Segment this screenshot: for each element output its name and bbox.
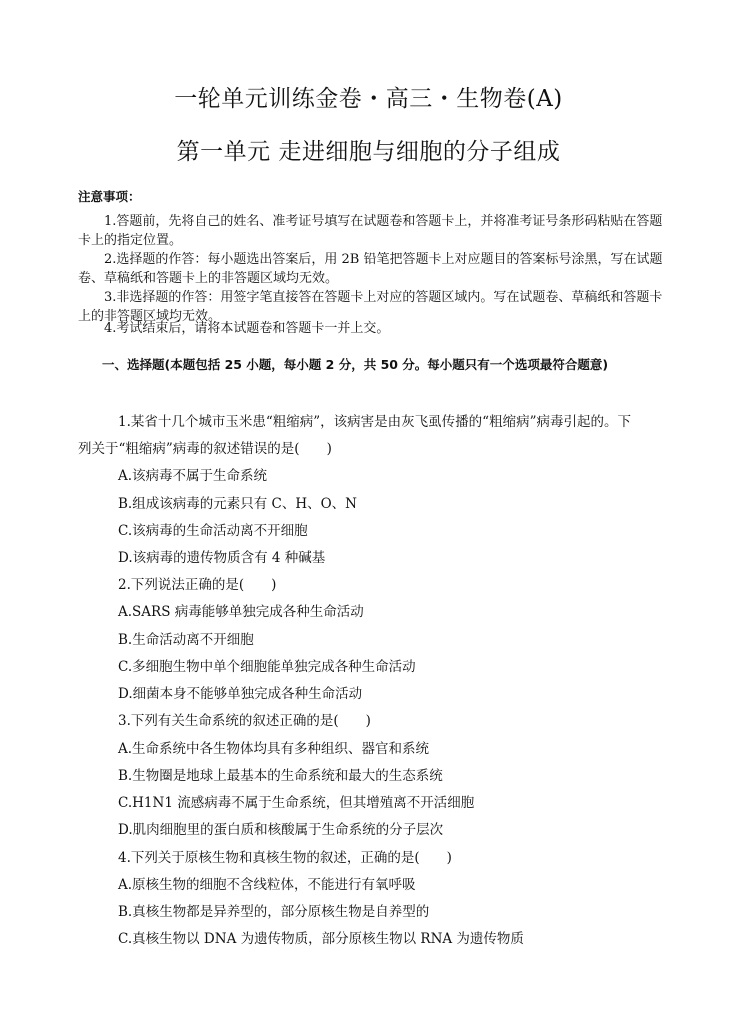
question-2-option-b: B.生命活动离不开细胞 [118, 632, 254, 648]
question-1-option-b: B.组成该病毒的元素只有 C、H、O、N [118, 496, 357, 512]
question-3-stem: 3.下列有关生命系统的叙述正确的是( ) [118, 713, 371, 729]
notice-text: 4.考试结束后，请将本试题卷和答题卡一并上交。 [104, 321, 390, 336]
question-1-option-c: C.该病毒的生命活动离不开细胞 [118, 523, 308, 539]
question-4-stem: 4.下列关于原核生物和真核生物的叙述，正确的是( ) [118, 850, 452, 866]
notice-item [78, 250, 670, 288]
question-4-option-c: C.真核生物以 DNA 为遗传物质，部分原核生物以 RNA 为遗传物质 [118, 931, 524, 947]
question-3-option-d: D.肌肉细胞里的蛋白质和核酸属于生命系统的分子层次 [118, 822, 444, 838]
question-1-option-d: D.该病毒的遗传物质含有 4 种碱基 [118, 550, 326, 566]
question-2-option-c: C.多细胞生物中单个细胞能单独完成各种生命活动 [118, 659, 416, 675]
notice-text: 2.选择题的作答：每小题选出答案后，用 2B 铅笔把答题卡上对应题目的答案标号涂黑，写在试题卷、草稿纸和答题卡上的非答题区域均无效。 [78, 252, 663, 286]
notice-text: 1.答题前，先将自己的姓名、准考证号填写在试题卷和答题卡上，并将准考证号条形码粘贴在答题卡上的指定位置。 [78, 214, 663, 248]
question-3-option-a: A.生命系统中各生物体均具有多种组织、器官和系统 [118, 741, 430, 757]
question-1-stem: 1.某省十几个城市玉米患“粗缩病”，该病害是由灰飞虱传播的“粗缩病”病毒引起的。下 [118, 414, 631, 430]
unit-title: 第一单元 走进细胞与细胞的分子组成 [176, 139, 561, 165]
question-3-option-c: C.H1N1 流感病毒不属于生命系统，但其增殖离不开活细胞 [118, 795, 475, 811]
question-1-option-a: A.该病毒不属于生命系统 [118, 468, 268, 484]
question-2-option-d: D.细菌本身不能够单独完成各种生命活动 [118, 686, 363, 702]
question-2-stem: 2.下列说法正确的是( ) [118, 577, 277, 593]
notice-item [78, 319, 670, 338]
question-4-option-b: B.真核生物都是异养型的，部分原核生物是自养型的 [118, 904, 430, 920]
section-heading: 一、选择题(本题包括 25 小题，每小题 2 分，共 50 分。每小题只有一个选项最符合题意) [102, 357, 609, 372]
question-2-option-a: A.SARS 病毒能够单独完成各种生命活动 [118, 604, 364, 620]
notice-text: 3.非选择题的作答：用签字笔直接答在答题卡上对应的答题区域内。写在试题卷、草稿纸和答题卡上的非答题区域均无效。 [78, 290, 663, 324]
notice-heading: 注意事项： [78, 189, 141, 204]
question-4-option-a: A.原核生物的细胞不含线粒体，不能进行有氧呼吸 [118, 877, 416, 893]
exam-title: 一轮单元训练金卷・高三・生物卷(A) [174, 86, 563, 112]
notice-item [78, 212, 670, 250]
question-1-stem-cont: 列关于“粗缩病”病毒的叙述错误的是( ) [78, 441, 332, 457]
question-3-option-b: B.生物圈是地球上最基本的生命系统和最大的生态系统 [118, 768, 443, 784]
